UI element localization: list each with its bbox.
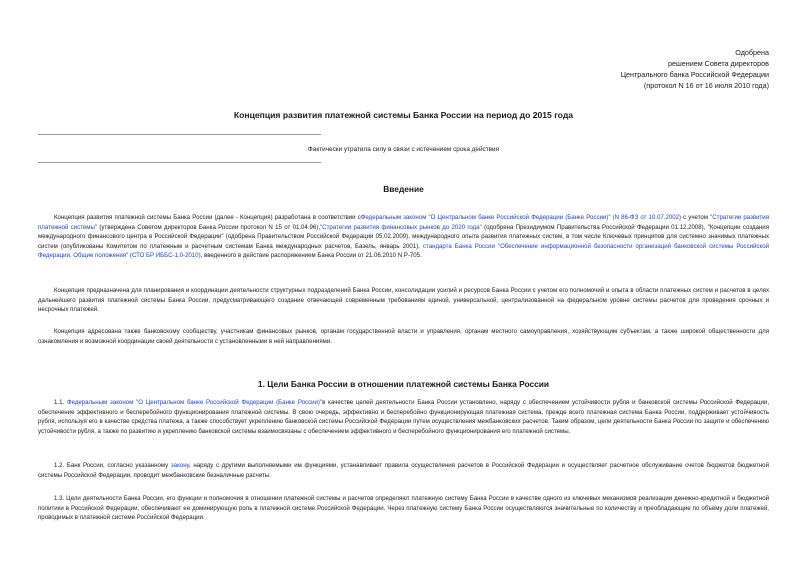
paragraph-1-3: 1.3. Цели деятельности Банка России, его функции и полномочия в отношении платежной системы и расчетов определяют платежную систему Банка России в качестве одного из ключевых механизмов реализации денежно-кредитной и бюджетной политики в Российской Федерации, обеспечивают ее доминирующую роль в платежной системе Российской Федерации. Через платежную систему Банка России осуществляются значительные по количеству и преобладающие по объему доли платежей, проводимых в платежной системе Российской Федерации. [38,495,769,522]
law-link[interactable]: Федеральным законом "О Центральном банке Российской Федерации (Банке России)" [66,399,323,406]
text-run: 1.2. Банк России, согласно указанному [54,462,171,469]
status-note: Фактически утратила силу в связи с истечением срока действия [307,146,500,153]
approval-line: решением Совета директоров [667,59,769,68]
text-run: 1.1. [54,399,67,406]
text-run: , введенного в действие распоряжением Банка России от 21.06.2010 N Р-705. [200,252,422,260]
intro-paragraph-3: Концепция адресована также банковскому сообществу, участникам финансовых рынков, органам государственной власти и управления, органам местного самоуправления, хозяйствующим субъектам, а также широкой общественности для ознакомления и возможной координации своей деятельности с установленными в ней направлениями. [38,328,769,345]
strategy-markets-link[interactable]: "Стратегии развития финансовых рынков до 2020 года" [320,223,482,231]
text-run: (утверждена Советом директоров Банка России протокол N 15 от 01.04.96), [97,223,321,231]
paragraph-1-1 [38,398,769,436]
text-run: в качестве целей деятельности Банка России установлено, наряду с обеспечением устойчивости рубля и банковской системы Российской Федерации, обеспечение эффективного и бесперебойного функционирования платежной системы. В свою очередь, эффективно и бесперебойно функционирующая платежная система, прежде всего платежная система Банка России, поддерживает устойчивость рубля, используя его в качестве средства платежа, а также способствует укреплению банковской системы Российской Федерации путем осуществления межбанковских расчетов. Таким образом, цели деятельности Банка России по защите и обеспечению устойчивости рубля, а также по развитию и укреплению банковской системы взаимосвязаны с обеспечением эффективного и бесперебойного функционирования его платежной системы. [38,399,770,435]
standard-link[interactable]: стандарта Банка России "Обеспечение информационной безопасности организаций банковской системы Российской Федерации. Общие положения" (СТО БР ИББС-1.0-2010) [38,242,769,260]
document-title: Концепция развития платежной системы Банка России на период до 2015 года [233,110,574,120]
paragraph-1-2 [38,461,769,480]
intro-paragraph-2: Концепция предназначена для планирования и координации деятельности структурных подразделений Банка России, консолидации усилий и ресурсов Банка России с учетом его полномочий и опыта в области платежных систем и расчетов в целях дальнейшего развития платежной системы Банка России, предусматривающего создание отвечающей современным требованиям единой, универсальной, централизованной на федеральном уровне системы расчетов для проведения срочных и несрочных платежей. [38,287,769,314]
intro-paragraph-1 [38,213,769,261]
approval-line: (протокол N 16 от 16 июля 2010 года) [643,81,769,90]
divider-bottom [38,162,321,163]
text-run: , наряду с другими выполняемыми им функциями, устанавливает правила осуществления расчетов в Российской Федерации и осуществляет расчетное обслуживание счетов бюджетов бюджетной системы Российской Федерации, проводит межбанковские безналичные расчеты. [38,462,769,479]
law-link[interactable]: Федеральным законом "О Центральном банке Российской Федерации (Банке России)" (N 86-ФЗ от 10.07.2002) [360,214,682,221]
intro-heading: Введение [383,184,424,194]
law-link[interactable]: закону [170,462,189,469]
text-run: с учетом [681,214,711,221]
approval-block [621,47,769,91]
section-1-heading: 1. Цели Банка России в отношении платежной системы Банка России [257,379,550,389]
text-run: Концепция развития платежной системы Банка России (далее - Концепция) разработана в соответствии с [54,214,361,221]
text-run: (одобрена Президиумом Правительства Российской Федерации 01.12.2008), "Концепции создания международного финансового центра в Российской Федерации" (одобрена Правительством Российской Федерации 05.02.2009), международного опыта развития платежных систем, в том числе Ключевых принципов для системно значимых платежных систем (опубликованы Комитетом по платежным и расчетным системам Банка международных расчетов, Базель, январь 2001), [38,223,769,250]
approval-line: Одобрена [735,48,769,57]
strategy-payment-link[interactable]: "Стратегии развития платежной системы" [38,214,769,231]
divider-top [38,134,321,135]
approval-line: Центрального банка Российской Федерации [620,70,769,79]
